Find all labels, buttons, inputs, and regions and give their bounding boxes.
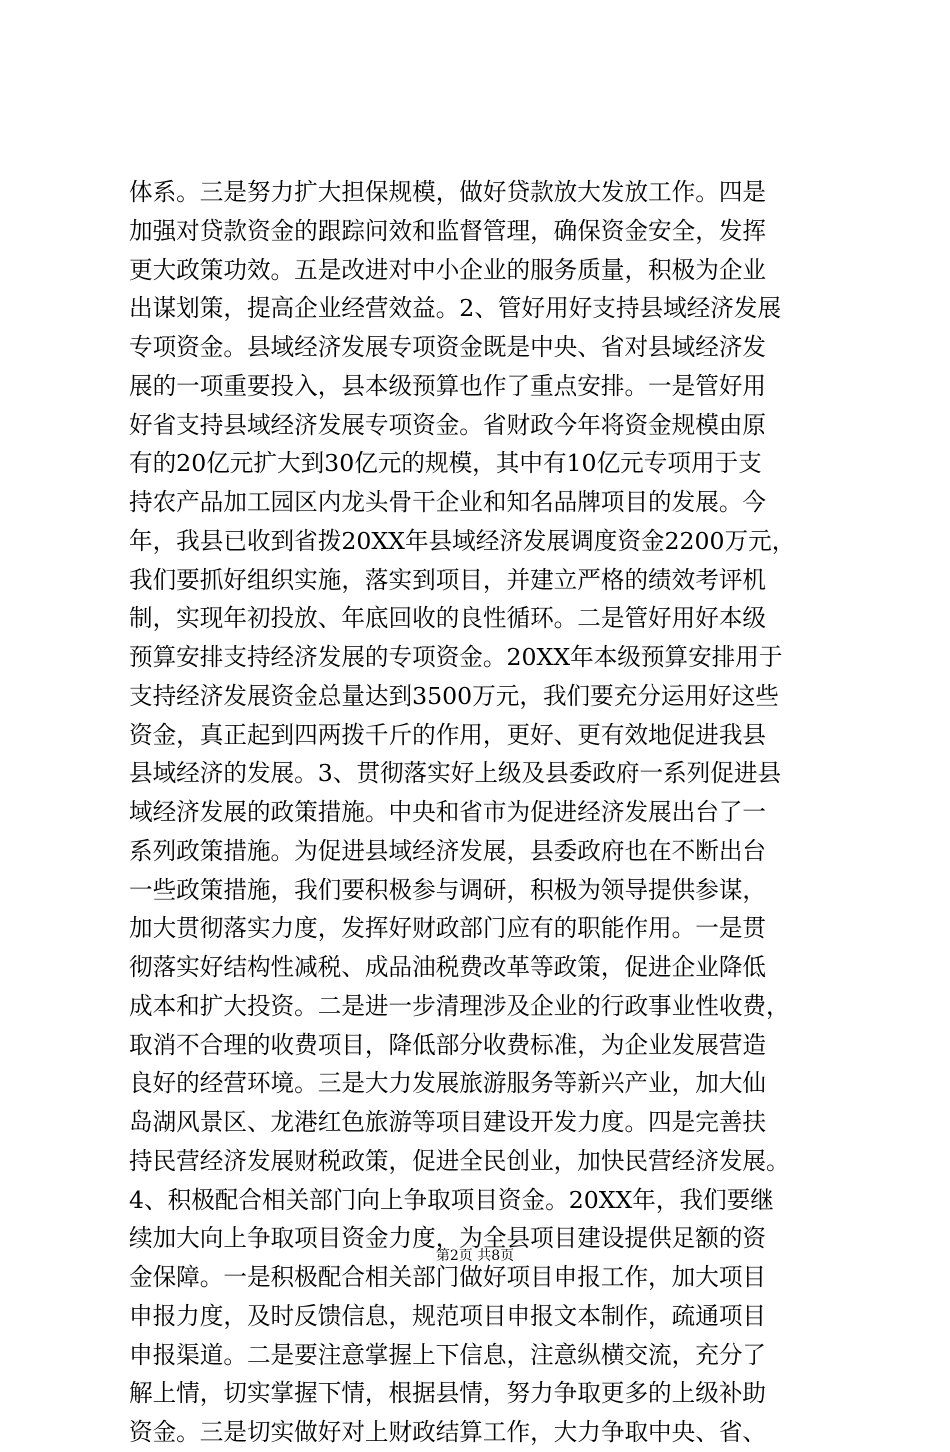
text-line: 制，实现年初投放、年底回收的良性循环。二是管好用好本级 [129,604,767,633]
text-line: 申报渠道。二是要注意掌握上下信息，注意纵横交流，充分了 [129,1340,767,1369]
text-line: 彻落实好结构性减税、成品油税费改革等政策，促进企业降低 [129,953,767,981]
text-line: 预算安排支持经济发展的专项资金。20XX年本级预算安排用于 [129,643,783,671]
text-line: 申报力度，及时反馈信息，规范项目申报文本制作，疏通项目 [129,1301,767,1330]
text-line: 专项资金。县域经济发展专项资金既是中央、省对县域经济发 [129,333,767,361]
text-line: 资金，真正起到四两拨千斤的作用，更好、更有效地促进我县 [129,720,767,749]
text-line: 加大贯彻落实力度，发挥好财政部门应有的职能作用。一是贯 [129,914,767,943]
text-line: 好省支持县域经济发展专项资金。省财政今年将资金规模由原 [129,410,767,439]
text-line: 我们要抓好组织实施，落实到项目，并建立严格的绩效考评机 [129,565,767,594]
text-line: 成本和扩大投资。二是进一步清理涉及企业的行政事业性收费， [129,991,790,1020]
text-line: 有的20亿元扩大到30亿元的规模，其中有10亿元专项用于支 [129,449,762,478]
text-line: 4、积极配合相关部门向上争取项目资金。20XX年，我们要继 [129,1185,774,1214]
text-line: 一些政策措施，我们要积极参与调研，积极为领导提供参谋， [129,875,767,904]
page-footer [0,1245,950,1265]
text-line: 资金。三是切实做好对上财政结算工作，大力争取中央、省、 [129,1418,767,1446]
text-line: 金保障。一是积极配合相关部门做好项目申报工作，加大项目 [129,1263,767,1291]
text-line: 解上情，切实掌握下情，根据县情，努力争取更多的上级补助 [129,1379,767,1408]
text-line: 出谋划策，提高企业经营效益。2、管好用好支持县域经济发展 [129,294,782,323]
text-line: 岛湖风景区、龙港红色旅游等项目建设开发力度。四是完善扶 [129,1108,767,1136]
text-line: 加强对贷款资金的跟踪问效和监督管理，确保资金安全，发挥 [129,216,767,245]
text-line: 域经济发展的政策措施。中央和省市为促进经济发展出台了一 [129,798,767,826]
text-line: 县域经济的发展。3、贯彻落实好上级及县委政府一系列促进县 [129,759,782,788]
text-line: 良好的经营环境。三是大力发展旅游服务等新兴产业，加大仙 [129,1069,767,1098]
text-line: 系列政策措施。为促进县域经济发展，县委政府也在不断出台 [129,836,767,865]
text-line: 展的一项重要投入，县本级预算也作了重点安排。一是管好用 [129,371,767,400]
text-line: 年，我县已收到省拨20XX年县域经济发展调度资金2200万元， [129,526,796,555]
page-number: 第2页 共8页 [435,1248,515,1264]
text-line: 取消不合理的收费项目，降低部分收费标准，为企业发展营造 [129,1030,767,1059]
text-line: 持农产品加工园区内龙头骨干企业和知名品牌项目的发展。今 [129,488,767,516]
text-line: 支持经济发展资金总量达到3500万元，我们要充分运用好这些 [129,681,779,710]
text-line: 持民营经济发展财税政策，促进全民创业，加快民营经济发展。 [129,1146,790,1175]
text-line: 更大政策功效。五是改进对中小企业的服务质量，积极为企业 [129,255,767,284]
text-line: 续加大向上争取项目资金力度，为全县项目建设提供足额的资 [129,1224,767,1253]
text-line: 体系。三是努力扩大担保规模，做好贷款放大发放工作。四是 [129,178,767,206]
